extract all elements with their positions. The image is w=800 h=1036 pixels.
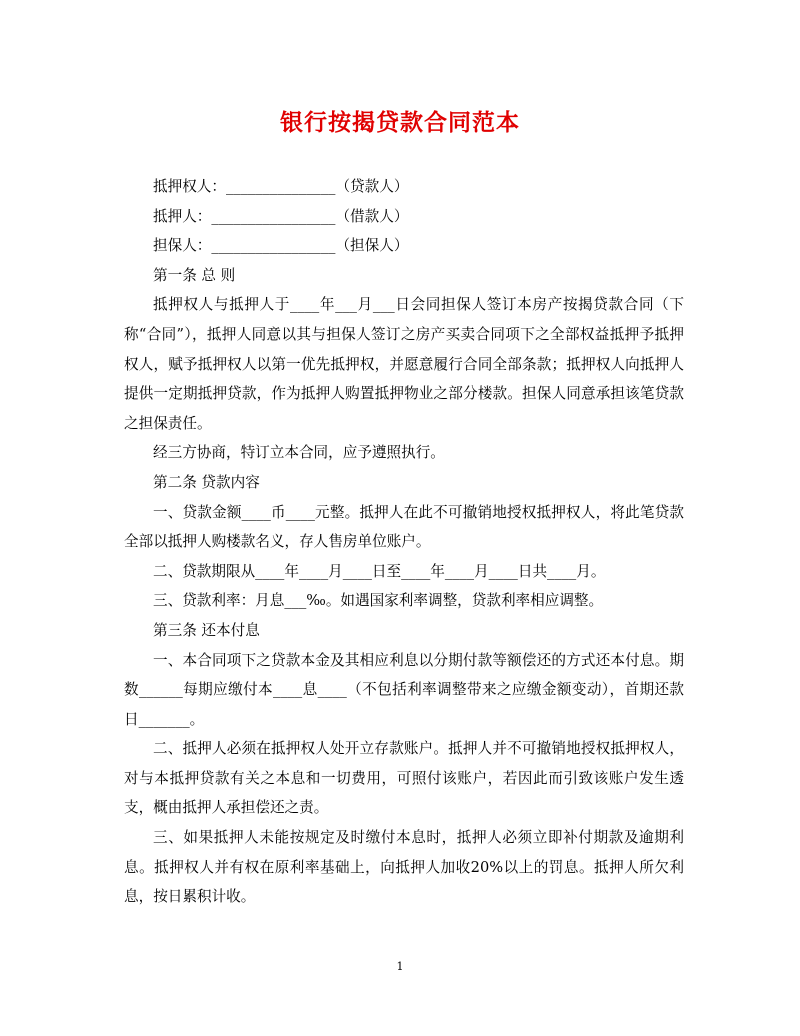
article-3-item-3: 三、如果抵押人未能按规定及时缴付本息时，抵押人必须立即补付期款及逾期利息。抵押权人并有权在原利率基础上，向抵押人加收20%以上的罚息。抵押人所欠利息，按日累积计收。 <box>124 829 684 906</box>
party-blank: _________________ <box>211 207 336 225</box>
article-2-item-3: 三、贷款利率：月息___‰。如遇国家利率调整，贷款利率相应调整。 <box>153 592 604 610</box>
party-blank: _______________ <box>225 178 336 195</box>
article-1-paragraph: 抵押权人与抵押人于____年___月___日会同担保人签订本房产按揭贷款合同（下称“合同”），抵押人同意以其与担保人签订之房产买卖合同项下之全部权益抵押予抵押权人，赋予抵押权人以第一优先抵押权，并愿意履行合同全部条款；抵押权人向抵押人提供一定期抵押贷款，作为抵押人购置抵押物业之部分楼款。担保人同意承担该笔贷款之担保责任。 <box>124 296 684 432</box>
party-label: 抵押权人： <box>153 178 226 195</box>
document-title: 银行按揭贷款合同范本 <box>280 109 520 136</box>
page-number: 1 <box>396 960 404 973</box>
article-1-heading: 第一条 总 则 <box>153 266 236 284</box>
party-label: 担保人： <box>153 237 212 255</box>
article-3-item-1: 一、本合同项下之贷款本金及其相应利息以分期付款等额偿还的方式还本付息。期数______每期应缴付本____息____（不包括利率调整带来之应缴金额变动），首期还款日_______。 <box>124 651 684 728</box>
party-role: （借款人） <box>335 207 409 225</box>
article-2-item-1: 一、贷款金额____币____元整。抵押人在此不可撤销地授权抵押权人，将此笔贷款全部以抵押人购楼款名义，存人售房单位账户。 <box>124 503 684 551</box>
party-mortgagor <box>124 202 684 232</box>
party-role: （担保人） <box>335 237 409 255</box>
article-3-item-2: 二、抵押人必须在抵押权人处开立存款账户。抵押人并不可撤销地授权抵押权人，对与本抵押贷款有关之本息和一切费用，可照付该账户，若因此而引致该账户发生透支，概由抵押人承担偿还之责。 <box>124 740 684 817</box>
article-2-item-2: 二、贷款期限从____年____月____日至____年____月____日共____月。 <box>153 562 606 580</box>
party-role: （贷款人） <box>335 178 409 195</box>
party-label: 抵押人： <box>153 207 212 225</box>
document-body <box>124 172 684 912</box>
article-3-heading: 第三条 还本付息 <box>153 621 260 639</box>
article-1-agreement-paragraph: 经三方协商，特订立本合同，应予遵照执行。 <box>153 444 445 462</box>
party-guarantor <box>124 231 684 261</box>
article-2-heading: 第二条 贷款内容 <box>153 473 260 491</box>
party-mortgagee <box>124 172 684 202</box>
party-blank: _________________ <box>211 237 336 255</box>
